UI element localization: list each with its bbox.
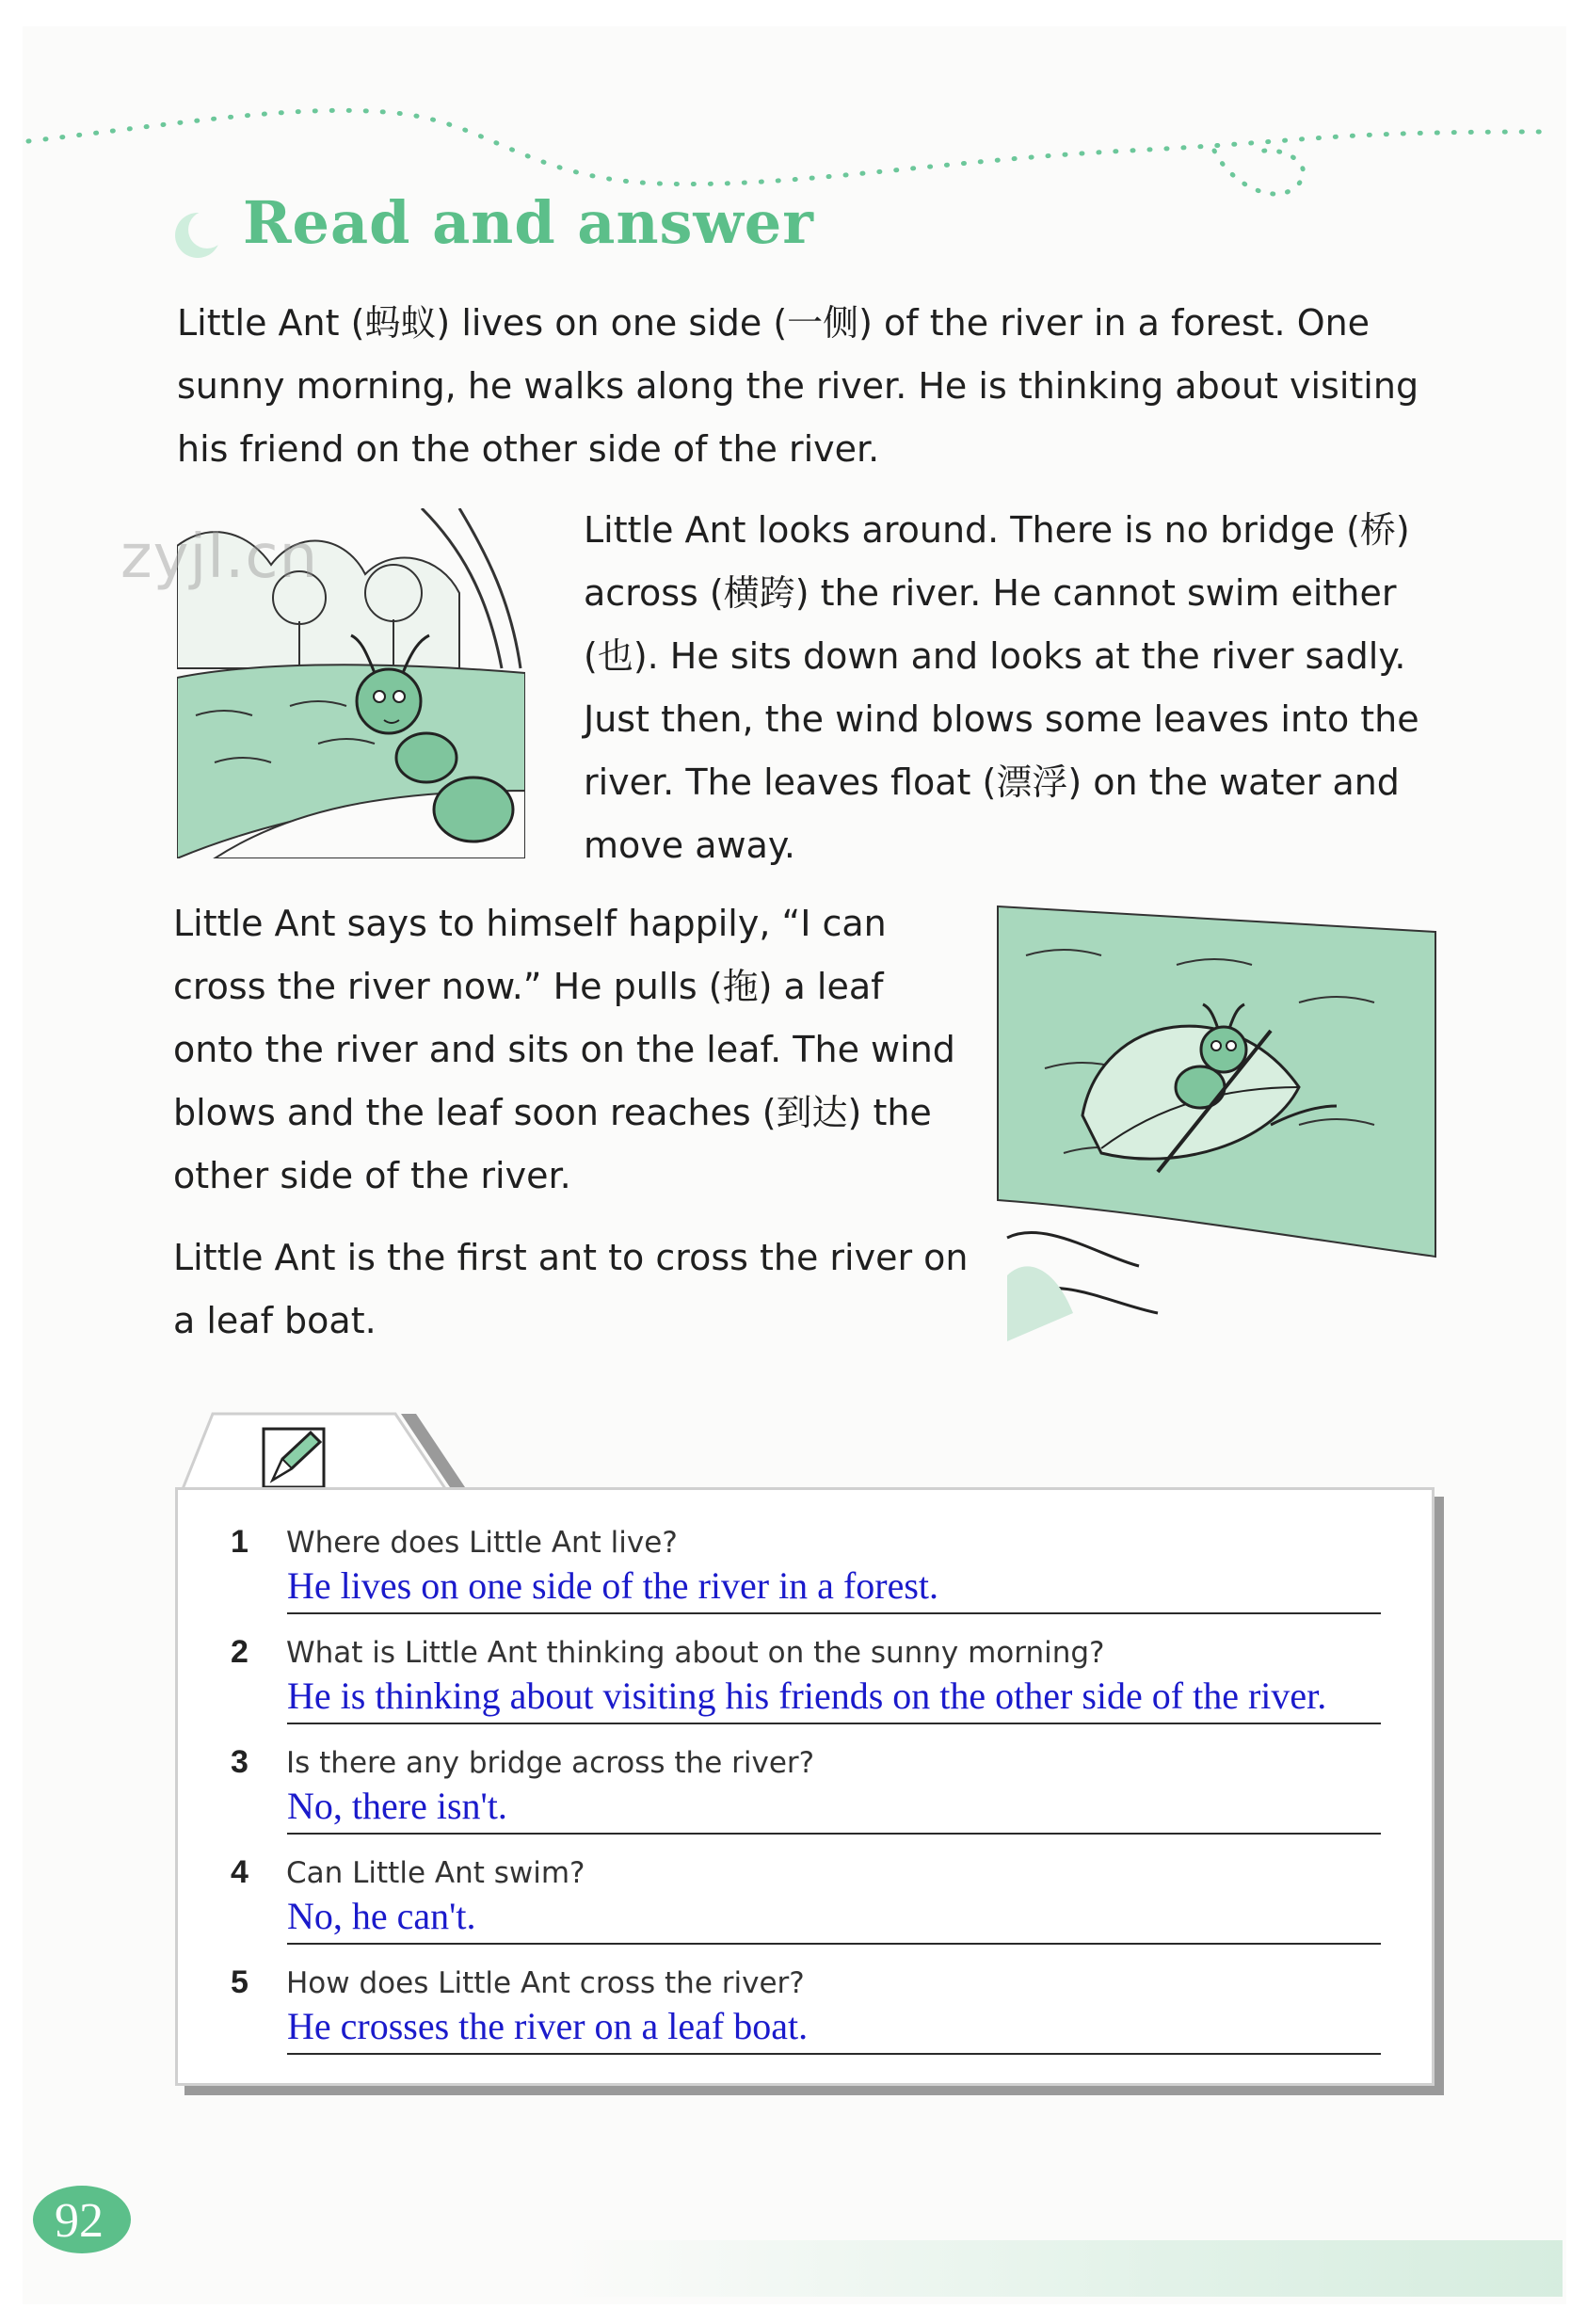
watermark-text: zyjl.cn: [120, 522, 319, 592]
question-item: [178, 1524, 1432, 1633]
question-item: [178, 1634, 1432, 1743]
answer-text: He lives on one side of the river in a forest.: [287, 1564, 939, 1607]
story-paragraph-3: Little Ant says to himself happily, “I can cross the river now.” He pulls (拖) a leaf onto the river and sits on the leaf. The wind blows and the leaf soon reaches (到达) the other side of the river.: [173, 903, 955, 1196]
answer-text: No, he can't.: [287, 1895, 476, 1937]
answer-line: [287, 1833, 1381, 1835]
question-number: 5: [231, 1964, 248, 2000]
question-text: Can Little Ant swim?: [286, 1856, 585, 1890]
story-paragraph-4: Little Ant is the first ant to cross the river on a leaf boat.: [173, 1237, 969, 1341]
pencil-icon: [264, 1429, 324, 1487]
question-number: 4: [231, 1854, 248, 1890]
question-text: Where does Little Ant live?: [286, 1526, 678, 1560]
answer-line: [287, 1943, 1381, 1945]
question-text: Is there any bridge across the river?: [286, 1746, 815, 1780]
answer-text: No, there isn't.: [287, 1785, 507, 1827]
question-number: 2: [231, 1634, 248, 1670]
question-item: [178, 1854, 1432, 1963]
exercise-tab: [169, 1404, 480, 1499]
answer-line: [287, 1723, 1381, 1724]
ant-on-leaf-illustration: [988, 899, 1440, 1341]
answer-text: He crosses the river on a leaf boat.: [287, 2005, 809, 2047]
questions-box: [175, 1487, 1435, 2086]
question-number: 1: [231, 1524, 248, 1560]
page-title: Read and answer: [243, 188, 814, 257]
answer-line: [287, 1612, 1381, 1614]
question-text: What is Little Ant thinking about on the sunny morning?: [286, 1636, 1105, 1670]
answer-text: He is thinking about visiting his friends on the other side of the river.: [287, 1675, 1327, 1717]
question-item: [178, 1744, 1432, 1853]
story-paragraph-2: Little Ant looks around. There is no bridge (桥) across (横跨) the river. He cannot swim either (也). He sits down and looks at the river sadly. Just then, the wind blows some leaves into the river. The leaves float (漂浮) on the water and move away.: [584, 509, 1419, 866]
page-number: 92: [55, 2194, 104, 2248]
question-number: 3: [231, 1744, 248, 1780]
question-item: [178, 1964, 1432, 2074]
answer-line: [287, 2053, 1381, 2055]
question-text: How does Little Ant cross the river?: [286, 1966, 805, 2000]
crescent-moon-icon: [169, 207, 226, 264]
bottom-decoration: [565, 2240, 1563, 2297]
story-paragraph-1: Little Ant (蚂蚁) lives on one side (一侧) of the river in a forest. One sunny morning, he walks along the river. He is thinking about visiting his friend on the other side of the river.: [177, 302, 1419, 470]
